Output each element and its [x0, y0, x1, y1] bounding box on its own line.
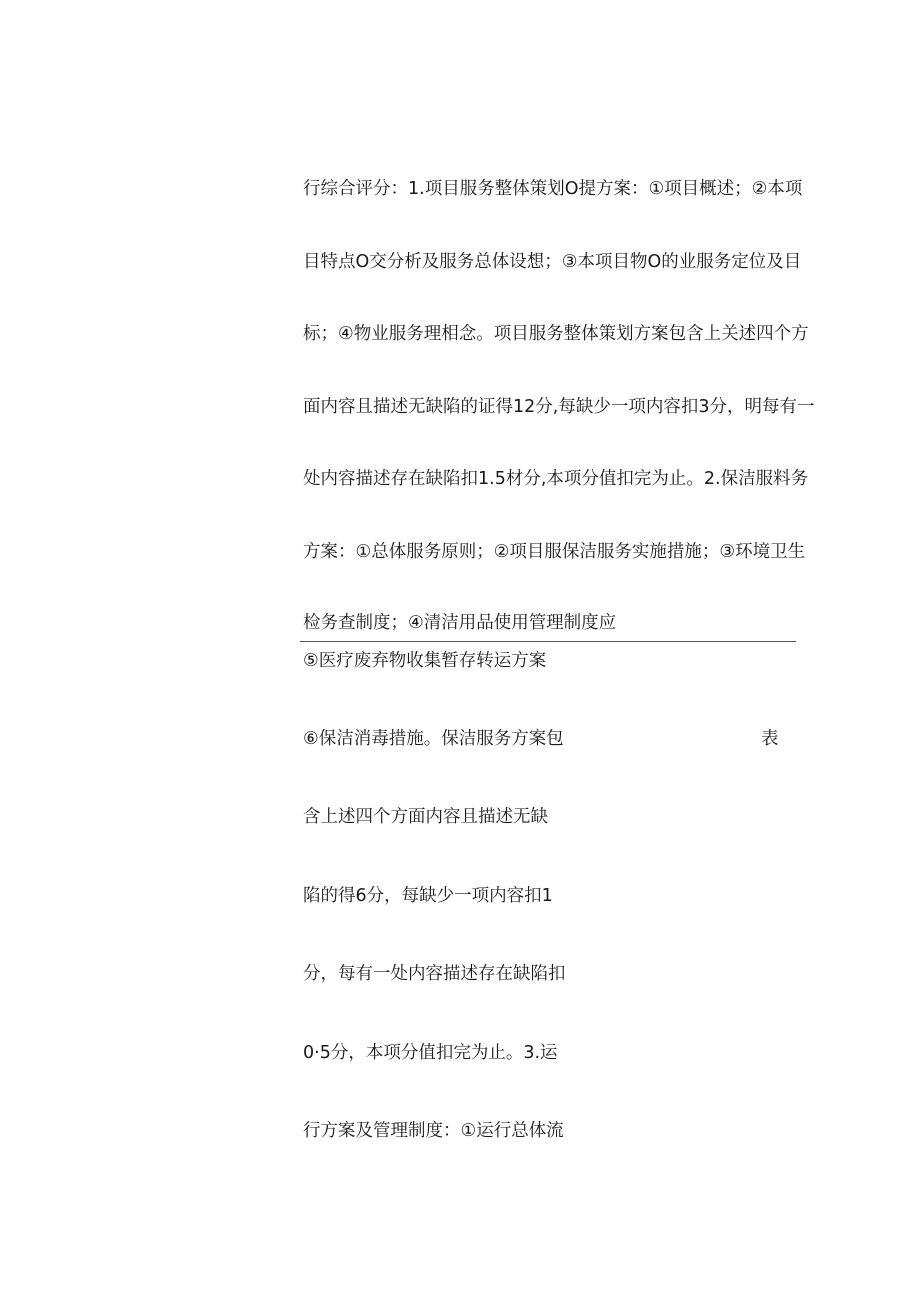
paragraph-line-2: 目特点O交分析及服务总体设想；③本项目物O的业服务定位及目	[303, 252, 802, 272]
column-line-4: 陷的得6分，每缺少一项内容扣1	[303, 886, 553, 906]
paragraph-line-6: 方案：①总体服务原则；②项目服保洁服务实施措施；③环境卫生	[303, 542, 806, 562]
horizontal-divider	[300, 641, 796, 642]
column-line-5: 分，每有一处内容描述存在缺陷扣	[303, 964, 566, 984]
paragraph-line-5: 处内容描述存在缺陷扣1.5材分,本项分值扣完为止。2.保洁服料务	[303, 469, 809, 489]
column-line-2: ⑥保洁消毒措施。保洁服务方案包	[303, 729, 564, 749]
side-character: 表	[761, 729, 779, 749]
column-line-1: ⑤医疗废弃物收集暂存转运方案	[303, 651, 547, 671]
paragraph-line-3: 标；④物业服务理相念。项目服务整体策划方案包含上关述四个方	[303, 324, 809, 344]
column-line-3: 含上述四个方面内容且描述无缺	[303, 807, 548, 827]
paragraph-line-7: 检务查制度；④清洁用品使用管理制度应	[303, 613, 617, 633]
column-line-6: 0·5分，本项分值扣完为止。3.运	[303, 1043, 558, 1063]
column-line-7: 行方案及管理制度：①运行总体流	[303, 1121, 564, 1141]
paragraph-line-1: 行综合评分：1.项目服务整体策划O提方案：①项目概述；②本项	[303, 179, 803, 199]
paragraph-line-4: 面内容且描述无缺陷的证得12分,每缺少一项内容扣3分，明每有一	[303, 397, 815, 417]
